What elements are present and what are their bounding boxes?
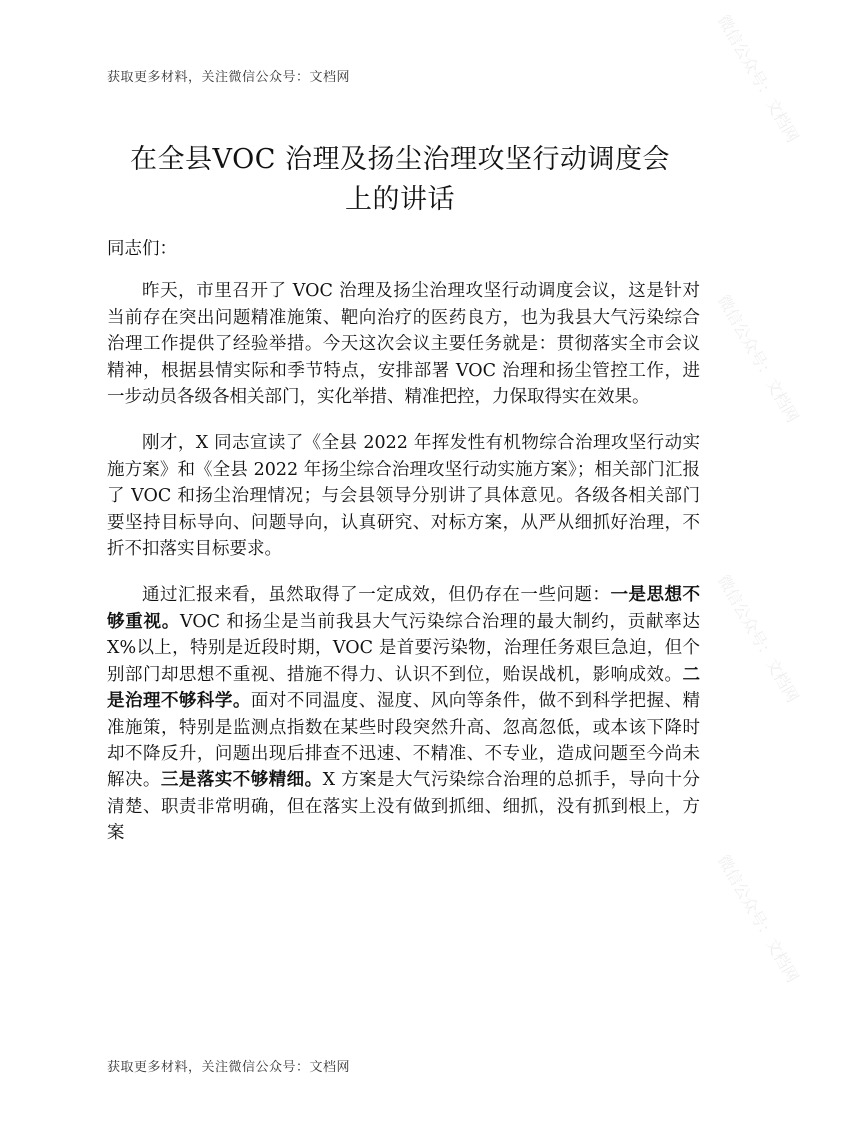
salutation: 同志们： [107, 239, 177, 259]
paragraph-3-intro: 通过汇报来看，虽然取得了一定成效，但仍存在一些问题： [142, 585, 611, 606]
page-footer: 获取更多材料，关注微信公众号：文档网 [107, 1060, 351, 1075]
watermark [713, 0, 813, 1122]
title-line-2: 上的讲话 [345, 184, 455, 215]
point-2-text: 面对不同温度、湿度、风向等条件，做不到科学把握、精准施策，特别是监测点指数在某些时段突然升高、忽高忽低，或本该下降时却不降反升，问题出现后排查不迅速、不精准、不专业，造成问题至今尚未解决。 [107, 691, 700, 791]
point-1-text: VOC 和扬尘是当前我县大气污染综合治理的最大制约，贡献率达 X%以上，特别是近段时期，VOC 是首要污染物，治理任务艰巨急迫，但个别部门却思想不重视、措施不得力、认识不到位，贻误战机，影响成效。 [107, 611, 700, 685]
title-line-1: 在全县VOC 治理及扬尘治理攻坚行动调度会 [130, 144, 670, 175]
watermark-text: 微信公众号：文档网 [713, 11, 803, 146]
point-3-heading: 三是落实不够精细。 [160, 770, 323, 791]
document-body [107, 236, 700, 867]
page-header: 获取更多材料，关注微信公众号：文档网 [107, 70, 351, 85]
paragraph-3 [107, 582, 700, 846]
point-1-heading: 一是思想不够重视。 [107, 585, 701, 632]
paragraph-1: 昨天，市里召开了 VOC 治理及扬尘治理攻坚行动调度会议，这是针对当前存在突出问题精准施策、靶向治疗的医药良方，也为我县大气污染综合治理工作提供了经验举措。今天这次会议主要任务就是：贯彻落实全市会议精神，根据县情实际和季节特点，安排部署 VOC 治理和扬尘管控工作，进一步动员各级各相关部门，实化举措、精准把控，力保取得实在效果。 [107, 281, 700, 408]
watermark-text: 微信公众号：文档网 [713, 291, 803, 426]
paragraph-2: 刚才，X 同志宣读了《全县 2022 年挥发性有机物综合治理攻坚行动实施方案》和《全县 2022 年扬尘综合治理攻坚行动实施方案》；相关部门汇报了 VOC 和扬尘治理情况；与会县领导分别讲了具体意见。各级各相关部门要坚持目标导向、问题导向，认真研究、对标方案，从严从细抓好治理，不折不扣落实目标要求。 [107, 433, 700, 560]
document-title [100, 140, 700, 220]
point-2-heading: 二是治理不够科学。 [107, 664, 700, 712]
point-3-text: X 方案是大气污染综合治理的总抓手，导向十分清楚、职责非常明确，但在落实上没有做到抓细、细抓，没有抓到根上，方案 [107, 770, 701, 844]
watermark-text: 微信公众号：文档网 [713, 571, 803, 706]
watermark-text: 微信公众号：文档网 [713, 851, 803, 986]
